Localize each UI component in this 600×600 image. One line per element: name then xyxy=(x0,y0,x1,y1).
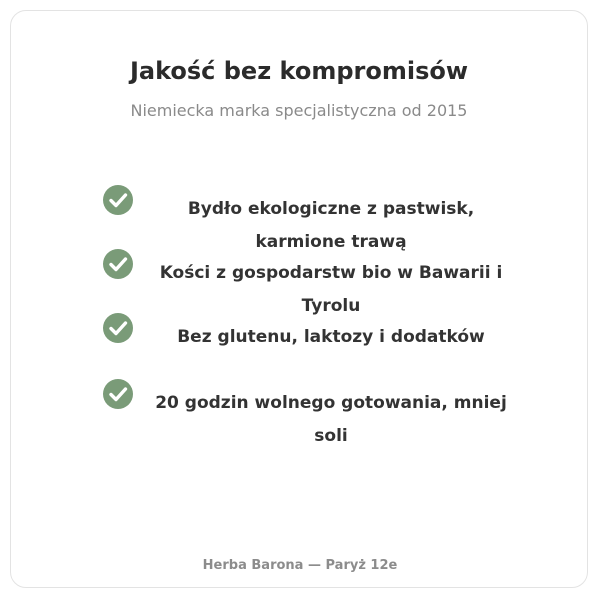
check-circle-icon xyxy=(103,249,133,279)
card-subtitle: Niemiecka marka specjalistyczna od 2015 xyxy=(130,101,468,120)
feature-card xyxy=(10,10,588,588)
feature-text: Bydło ekologiczne z pastwisk, karmione trawą xyxy=(187,199,475,252)
feature-item xyxy=(103,379,523,446)
footer-text: Herba Barona — Paryż 12e xyxy=(202,558,398,573)
check-circle-icon xyxy=(103,185,133,215)
card-title: Jakość bez kompromisów xyxy=(129,57,469,85)
check-circle-icon xyxy=(103,379,133,409)
feature-item xyxy=(103,313,523,373)
feature-item xyxy=(103,249,523,316)
feature-text: Bez glutenu, laktozy i dodatków xyxy=(177,327,485,347)
feature-text: Kości z gospodarstw bio w Bawarii i Tyrolu xyxy=(159,263,503,316)
feature-text: 20 godzin wolnego gotowania, mniej soli xyxy=(155,393,507,446)
check-circle-icon xyxy=(103,313,133,343)
feature-item xyxy=(103,185,523,252)
